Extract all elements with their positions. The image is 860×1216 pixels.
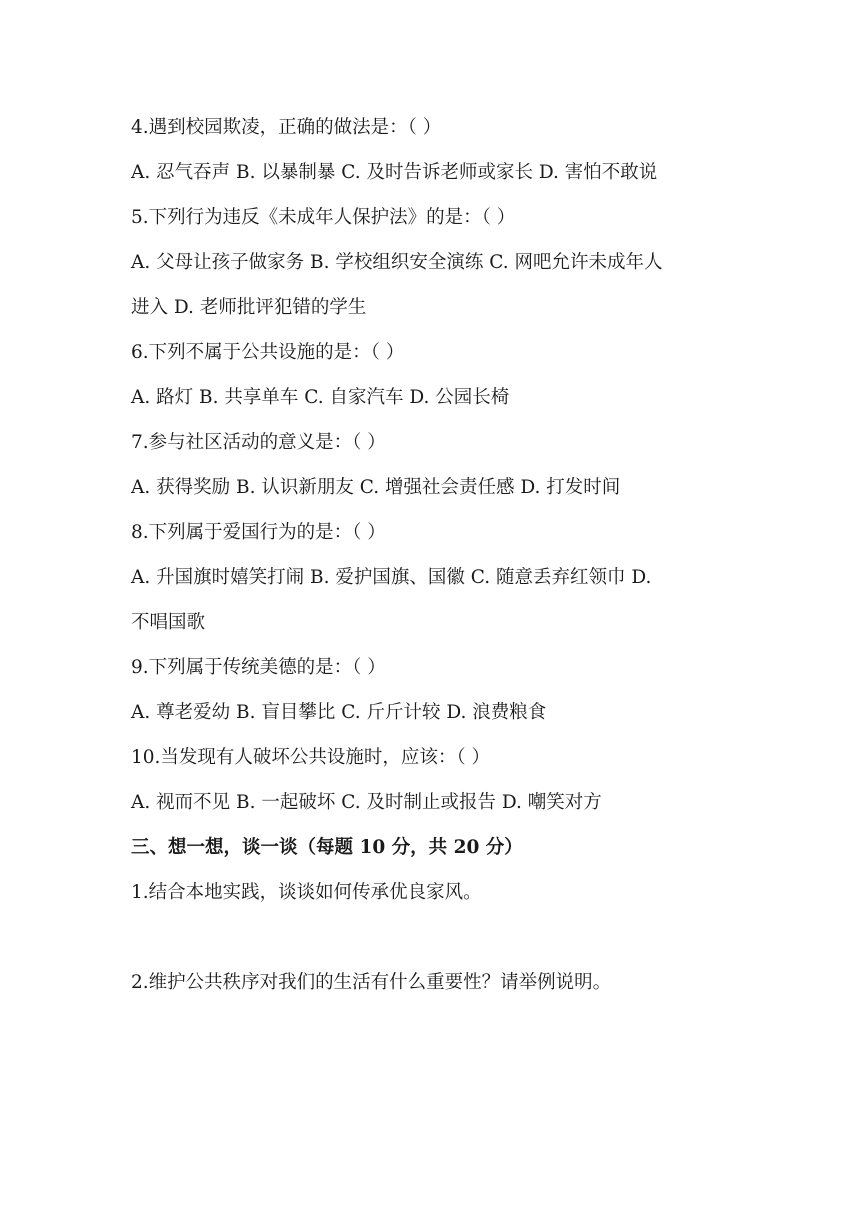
question-6: 6.下列不属于公共设施的是：（ ） bbox=[131, 342, 405, 363]
question-4: 4.遇到校园欺凌，正确的做法是：（ ） bbox=[131, 117, 442, 138]
question-9-options: A. 尊老爱幼 B. 盲目攀比 C. 斤斤计较 D. 浪费粮食 bbox=[131, 702, 547, 723]
question-10-options: A. 视而不见 B. 一起破坏 C. 及时制止或报告 D. 嘲笑对方 bbox=[131, 792, 602, 813]
question-7: 7.参与社区活动的意义是：（ ） bbox=[131, 432, 386, 453]
question-8: 8.下列属于爱国行为的是：（ ） bbox=[131, 522, 386, 543]
question-5-options-cont: 进入 D. 老师批评犯错的学生 bbox=[131, 297, 367, 318]
question-4-options: A. 忍气吞声 B. 以暴制暴 C. 及时告诉老师或家长 D. 害怕不敢说 bbox=[131, 162, 658, 183]
question-5: 5.下列行为违反《未成年人保护法》的是：（ ） bbox=[131, 207, 516, 228]
discussion-question-1: 1.结合本地实践，谈谈如何传承优良家风。 bbox=[131, 882, 482, 903]
question-7-options: A. 获得奖励 B. 认识新朋友 C. 增强社会责任感 D. 打发时间 bbox=[131, 477, 621, 498]
section-three-heading: 三、想一想，谈一谈（每题 10 分，共 20 分） bbox=[131, 837, 523, 858]
question-8-options: A. 升国旗时嬉笑打闹 B. 爱护国旗、国徽 C. 随意丢弃红领巾 D. bbox=[131, 567, 652, 588]
discussion-question-2: 2.维护公共秩序对我们的生活有什么重要性？请举例说明。 bbox=[131, 972, 612, 993]
question-8-options-cont: 不唱国歌 bbox=[131, 612, 206, 633]
question-6-options: A. 路灯 B. 共享单车 C. 自家汽车 D. 公园长椅 bbox=[131, 387, 510, 408]
question-9: 9.下列属于传统美德的是：（ ） bbox=[131, 657, 386, 678]
question-10: 10.当发现有人破坏公共设施时，应该：（ ） bbox=[131, 747, 491, 768]
question-5-options: A. 父母让孩子做家务 B. 学校组织安全演练 C. 网吧允许未成年人 bbox=[131, 252, 663, 273]
